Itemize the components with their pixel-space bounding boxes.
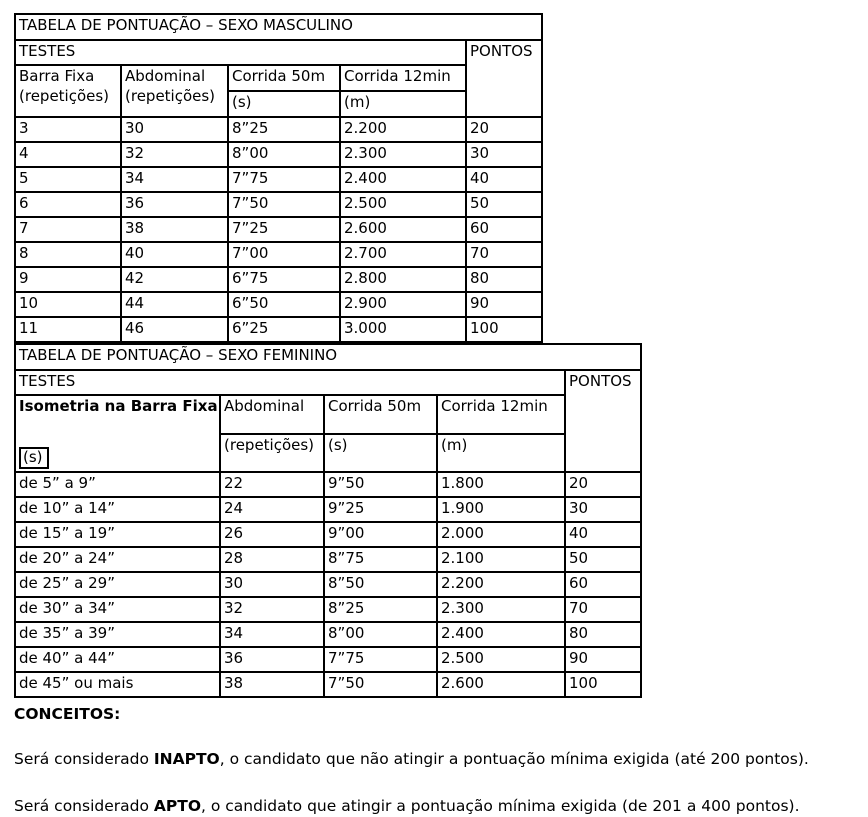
table-cell: 34 xyxy=(121,167,228,192)
table-cell: 32 xyxy=(220,597,324,622)
table-cell: 10 xyxy=(15,292,121,317)
apto-paragraph xyxy=(14,797,868,815)
male-col-barra-fixa-name: Barra Fixa xyxy=(19,67,95,85)
table-cell: 9”00 xyxy=(324,522,437,547)
table-cell: de 35” a 39” xyxy=(15,622,220,647)
table-cell: 60 xyxy=(565,572,641,597)
table-cell: 3.000 xyxy=(340,317,466,342)
table-cell: de 15” a 19” xyxy=(15,522,220,547)
table-row xyxy=(15,522,641,547)
female-testes-header: TESTES xyxy=(15,370,565,395)
female-col-header-corrida12-name: Corrida 12min xyxy=(437,395,565,434)
male-col-abdominal-name: Abdominal xyxy=(125,67,206,85)
male-pontos-header: PONTOS xyxy=(466,40,542,117)
apto-term: APTO xyxy=(153,797,201,815)
table-cell: 7”50 xyxy=(228,192,340,217)
apto-suffix: , o candidato que atingir a pontuação mínima exigida (de 201 a 400 pontos). xyxy=(201,797,800,815)
table-cell: 7”75 xyxy=(228,167,340,192)
table-cell: 6”75 xyxy=(228,267,340,292)
table-row xyxy=(15,597,641,622)
table-cell: 8 xyxy=(15,242,121,267)
table-cell: 2.500 xyxy=(437,647,565,672)
female-col-header-corrida50-name: Corrida 50m xyxy=(324,395,437,434)
table-cell: 2.300 xyxy=(340,142,466,167)
male-col-header-corrida12-name: Corrida 12min xyxy=(340,65,466,91)
table-cell: 2.000 xyxy=(437,522,565,547)
table-cell: 6 xyxy=(15,192,121,217)
inapto-term: INAPTO xyxy=(153,750,220,768)
table-cell: 7”50 xyxy=(324,672,437,697)
table-cell: 46 xyxy=(121,317,228,342)
table-cell: 60 xyxy=(466,217,542,242)
table-cell: de 40” a 44” xyxy=(15,647,220,672)
female-testes-row xyxy=(15,370,641,395)
table-cell: 2.900 xyxy=(340,292,466,317)
table-cell: 4 xyxy=(15,142,121,167)
table-cell: 2.600 xyxy=(340,217,466,242)
table-cell: 36 xyxy=(220,647,324,672)
table-cell: 40 xyxy=(466,167,542,192)
female-col-header-corrida50-unit: (s) xyxy=(324,434,437,472)
table-cell: 9 xyxy=(15,267,121,292)
table-cell: 8”75 xyxy=(324,547,437,572)
male-testes-header: TESTES xyxy=(15,40,466,65)
table-cell: 50 xyxy=(466,192,542,217)
female-col-header-abdominal-name: Abdominal xyxy=(220,395,324,434)
table-cell: 2.700 xyxy=(340,242,466,267)
table-row xyxy=(15,267,542,292)
table-row xyxy=(15,292,542,317)
table-cell: 8”25 xyxy=(324,597,437,622)
table-cell: 30 xyxy=(466,142,542,167)
table-cell: 8”00 xyxy=(228,142,340,167)
female-table-title-row xyxy=(15,344,641,370)
table-cell: 11 xyxy=(15,317,121,342)
table-cell: 34 xyxy=(220,622,324,647)
table-row xyxy=(15,497,641,522)
female-col-header-abdominal-unit: (repetições) xyxy=(220,434,324,472)
male-table-title: TABELA DE PONTUAÇÃO – SEXO MASCULINO xyxy=(15,14,542,40)
table-cell: de 45” ou mais xyxy=(15,672,220,697)
table-row xyxy=(15,622,641,647)
inapto-suffix: , o candidato que não atingir a pontuação mínima exigida (até 200 pontos). xyxy=(219,750,809,768)
female-col-isometria-name: Isometria na Barra Fixa xyxy=(19,397,218,415)
table-row xyxy=(15,117,542,142)
table-row xyxy=(15,647,641,672)
table-cell: 2.800 xyxy=(340,267,466,292)
concepts-section xyxy=(14,705,868,815)
female-col-header-isometria xyxy=(15,395,220,472)
table-cell: 5 xyxy=(15,167,121,192)
table-cell: 2.500 xyxy=(340,192,466,217)
table-row xyxy=(15,167,542,192)
female-table-title: TABELA DE PONTUAÇÃO – SEXO FEMININO xyxy=(15,344,641,370)
table-cell: 9”50 xyxy=(324,472,437,497)
table-cell: 8”50 xyxy=(324,572,437,597)
table-cell: 7 xyxy=(15,217,121,242)
male-score-table xyxy=(14,13,543,343)
table-cell: 26 xyxy=(220,522,324,547)
male-col-abdominal-unit: (repetições) xyxy=(125,86,216,105)
table-cell: 2.300 xyxy=(437,597,565,622)
table-cell: 90 xyxy=(565,647,641,672)
table-cell: 70 xyxy=(466,242,542,267)
table-cell: 7”00 xyxy=(228,242,340,267)
table-row xyxy=(15,217,542,242)
inapto-prefix: Será considerado xyxy=(14,750,154,768)
male-table-title-row xyxy=(15,14,542,40)
table-cell: 40 xyxy=(121,242,228,267)
table-cell: 6”25 xyxy=(228,317,340,342)
table-cell: 30 xyxy=(121,117,228,142)
female-pontos-header: PONTOS xyxy=(565,370,641,472)
table-cell: 40 xyxy=(565,522,641,547)
table-cell: 90 xyxy=(466,292,542,317)
table-cell: 8”00 xyxy=(324,622,437,647)
table-cell: 20 xyxy=(466,117,542,142)
table-cell: de 25” a 29” xyxy=(15,572,220,597)
table-cell: 80 xyxy=(466,267,542,292)
table-row xyxy=(15,317,542,342)
female-col-header-corrida12-unit: (m) xyxy=(437,434,565,472)
table-cell: 2.100 xyxy=(437,547,565,572)
female-col-isometria-unit-box: (s) xyxy=(19,447,49,469)
table-row xyxy=(15,672,641,697)
male-col-header-corrida50-unit: (s) xyxy=(228,91,340,117)
table-cell: 28 xyxy=(220,547,324,572)
male-col-barra-fixa-unit: (repetições) xyxy=(19,86,110,105)
male-col-header-abdominal xyxy=(121,65,228,117)
table-cell: 42 xyxy=(121,267,228,292)
table-cell: 2.200 xyxy=(340,117,466,142)
table-cell: 2.200 xyxy=(437,572,565,597)
table-cell: 8”25 xyxy=(228,117,340,142)
table-cell: 30 xyxy=(565,497,641,522)
female-header-name-row xyxy=(15,395,641,434)
concepts-heading: CONCEITOS: xyxy=(14,705,121,723)
male-col-header-corrida12-unit: (m) xyxy=(340,91,466,117)
table-cell: 100 xyxy=(565,672,641,697)
table-row xyxy=(15,242,542,267)
table-cell: de 10” a 14” xyxy=(15,497,220,522)
male-col-header-barra-fixa xyxy=(15,65,121,117)
table-cell: 44 xyxy=(121,292,228,317)
table-cell: 70 xyxy=(565,597,641,622)
table-cell: 3 xyxy=(15,117,121,142)
table-cell: 22 xyxy=(220,472,324,497)
male-header-name-row xyxy=(15,65,542,91)
inapto-paragraph xyxy=(14,750,868,768)
table-cell: 2.400 xyxy=(437,622,565,647)
table-cell: 7”25 xyxy=(228,217,340,242)
table-cell: de 30” a 34” xyxy=(15,597,220,622)
table-cell: de 20” a 24” xyxy=(15,547,220,572)
male-testes-row xyxy=(15,40,542,65)
male-col-header-corrida50-name: Corrida 50m xyxy=(228,65,340,91)
table-cell: 80 xyxy=(565,622,641,647)
table-row xyxy=(15,142,542,167)
table-cell: 38 xyxy=(121,217,228,242)
table-row xyxy=(15,472,641,497)
table-cell: de 5” a 9” xyxy=(15,472,220,497)
table-cell: 100 xyxy=(466,317,542,342)
table-cell: 38 xyxy=(220,672,324,697)
table-cell: 20 xyxy=(565,472,641,497)
table-cell: 2.400 xyxy=(340,167,466,192)
table-cell: 50 xyxy=(565,547,641,572)
table-cell: 6”50 xyxy=(228,292,340,317)
table-cell: 9”25 xyxy=(324,497,437,522)
table-row xyxy=(15,572,641,597)
table-cell: 24 xyxy=(220,497,324,522)
table-row xyxy=(15,192,542,217)
apto-prefix: Será considerado xyxy=(14,797,154,815)
table-row xyxy=(15,547,641,572)
table-cell: 7”75 xyxy=(324,647,437,672)
table-cell: 32 xyxy=(121,142,228,167)
table-cell: 2.600 xyxy=(437,672,565,697)
table-cell: 30 xyxy=(220,572,324,597)
table-cell: 1.800 xyxy=(437,472,565,497)
table-cell: 1.900 xyxy=(437,497,565,522)
table-cell: 36 xyxy=(121,192,228,217)
female-score-table xyxy=(14,343,642,698)
